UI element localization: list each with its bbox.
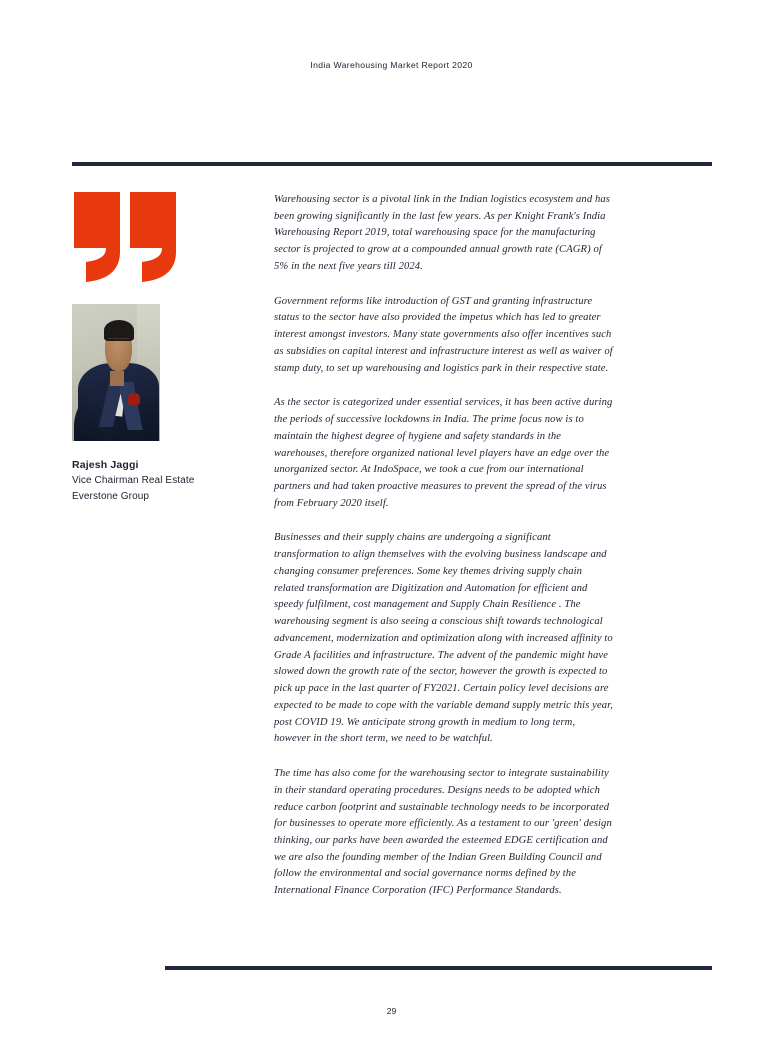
page-number: 29 [386, 1006, 397, 1016]
body-paragraph: Government reforms like introduction of GST and granting infrastructure status to the sector have also provided the impetus which has led to greater interest amongst investors. Many state governments also offer incentives such as subsidies on capital interest and infrastructure interest as well as waiver of stamp duty, to set up warehousing and logistics park in their respective state. [274, 295, 613, 374]
left-column [72, 190, 252, 504]
author-organization: Everstone Group [72, 490, 150, 502]
author-name: Rajesh Jaggi [72, 459, 139, 471]
running-header-title: India Warehousing Market Report 2020 [310, 60, 473, 70]
body-paragraph: As the sector is categorized under essential services, it has been active during the periods of successive lockdowns in India. The prime focus now is to maintain the highest degree of hygiene and safety standards in the warehouses, therefore organized national level players have an edge over the unorganized sector. At IndoSpace, we took a cue from our international partners and had taken proactive measures to prevent the spread of the virus from February 2020 itself. [274, 397, 613, 509]
double-quote-icon [72, 190, 182, 282]
author-byline [72, 457, 252, 504]
portrait-eyeglasses [108, 338, 129, 344]
author-role: Vice Chairman Real Estate [72, 475, 195, 487]
portrait-neck [110, 371, 124, 386]
body-paragraph: Warehousing sector is a pivotal link in the Indian logistics ecosystem and has been growing significantly in the last few years. As per Knight Frank's India Warehousing Report 2019, total warehousing space for the manufacturing sector is projected to grow at a compounded annual growth rate (CAGR) of 5% in the next five years till 2024. [274, 194, 610, 272]
body-paragraph: Businesses and their supply chains are undergoing a significant transformation to align themselves with the evolving business landscape and changing consumer preferences. Some key themes driving supply chain related transformation are Digitization and Automation for efficient and speedy fulfilment, cost management and Supply Chain Resilience . The warehousing segment is also seeing a conscious shift towards technological advancement, modernization and optimization along with increased affinity to Grade A facilities and infrastructure. The advent of the pandemic might have slowed down the growth rate of the sector, however the growth is expected to pick up pace in the last quarter of FY2021. Certain policy level decisions are expected to be made to cope with the variable demand supply metric this year, post COVID 19. We anticipate strong growth in medium to long term, however in the short term, we need to be watchful. [274, 532, 613, 745]
body-paragraph: The time has also come for the warehousing sector to integrate sustainability in their standard operating procedures. Designs needs to be adopted which reduce carbon footprint and sustainable technology needs to be incorporated for businesses to operate more efficiently. As a testament to our 'green' design thinking, our parks have been awarded the esteemed EDGE certification and we are also the founding member of the Indian Green Building Council and follow the environmental and social governance norms defined by the International Finance Corporation (IFC) Performance Standards. [274, 768, 612, 897]
top-divider-rule [72, 162, 712, 166]
letter-body [274, 192, 614, 900]
author-portrait-photo [72, 304, 160, 441]
portrait-pocket-square [128, 393, 139, 405]
bottom-divider-rule [165, 966, 712, 970]
